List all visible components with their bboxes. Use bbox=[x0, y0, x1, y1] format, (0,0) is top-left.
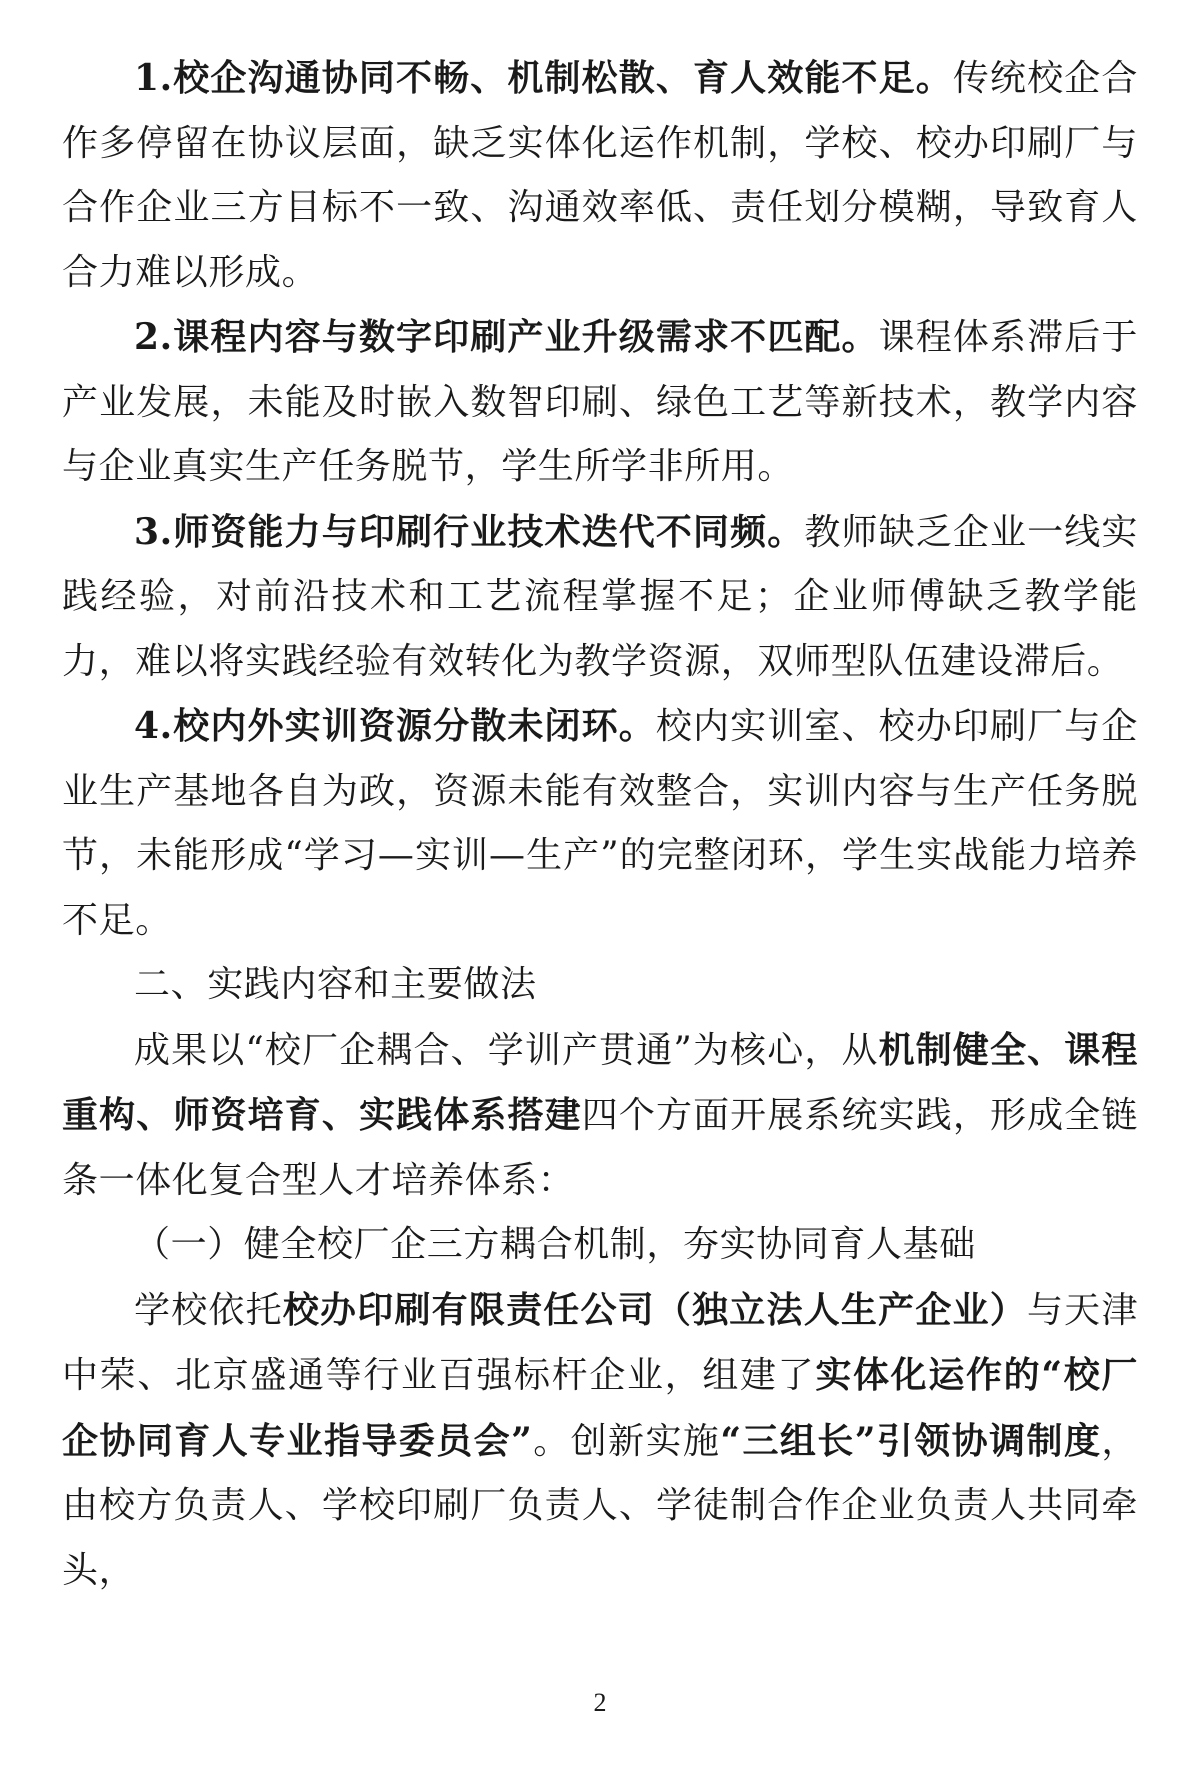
section-heading: 二、实践内容和主要做法 bbox=[134, 964, 537, 1005]
intro-text-1: 成果以“校厂企耦合、学训产贯通”为核心，从 bbox=[134, 1029, 879, 1071]
issue-3-text: 教师缺乏企业一线实践经验，对前沿技术和工艺流程掌握不足；企业师傅缺乏教学能力，难以将实践经验有效转化为教学资源，双师型队伍建设滞后。 bbox=[62, 511, 1138, 682]
issue-2-text: 课程体系滞后于产业发展，未能及时嵌入数智印刷、绿色工艺等新技术，教学内容与企业真实生产任务脱节，学生所学非所用。 bbox=[62, 317, 1138, 487]
paragraph-issue-1 bbox=[62, 46, 1138, 305]
paragraph-mechanism bbox=[62, 1278, 1138, 1604]
paragraph-issue-4 bbox=[62, 694, 1138, 953]
paragraph-issue-3 bbox=[62, 500, 1138, 695]
paragraph-intro bbox=[62, 1018, 1138, 1214]
page-number: 2 bbox=[593, 1688, 607, 1717]
issue-4-text: 校内实训室、校办印刷厂与企业生产基地各自为政，资源未能有效整合，实训内容与生产任务脱节，未能形成“学习—实训—生产”的完整闭环，学生实战能力培养不足。 bbox=[62, 706, 1138, 941]
issue-4-title: 4.校内外实训资源分散未闭环。 bbox=[134, 705, 656, 747]
issue-2-title: 2.课程内容与数字印刷产业升级需求不匹配。 bbox=[134, 316, 879, 358]
mechanism-text-1: 学校依托 bbox=[134, 1289, 283, 1331]
mechanism-bold-3: “三组长”引领协调制度 bbox=[720, 1419, 1102, 1462]
document-page bbox=[62, 46, 1138, 1603]
issue-3-title: 3.师资能力与印刷行业技术迭代不同频。 bbox=[134, 510, 805, 553]
issue-1-text: 传统校企合作多停留在协议层面，缺乏实体化运作机制，学校、校办印刷厂与合作企业三方目标不一致、沟通效率低、责任划分模糊，导致育人合力难以形成。 bbox=[62, 58, 1138, 293]
mechanism-text-4: ，由校方负责人、学校印刷厂负责人、学徒制合作企业负责人共同牵头， bbox=[62, 1420, 1138, 1591]
intro-text-2: 四个方面开展系统实践，形成全链条一体化复合型人才培养体系： bbox=[62, 1095, 1138, 1201]
mechanism-bold-2: 实体化运作的“校厂企协同育人专业指导委员会” bbox=[62, 1354, 1138, 1462]
intro-bold-1: 机制健全、课程重构、师资培育、实践体系搭建 bbox=[62, 1028, 1138, 1136]
mechanism-bold-1: 校办印刷有限责任公司（独立法人生产企业） bbox=[282, 1288, 1027, 1331]
paragraph-issue-2 bbox=[62, 305, 1138, 500]
subsection-heading: （一）健全校厂企三方耦合机制，夯实协同育人基础 bbox=[134, 1224, 976, 1265]
issue-1-title: 1.校企沟通协同不畅、机制松散、育人效能不足。 bbox=[134, 57, 953, 99]
mechanism-text-2: 与天津中荣、北京盛通等行业百强标杆企业，组建了 bbox=[62, 1289, 1138, 1396]
mechanism-text-3: 。创新实施 bbox=[532, 1420, 721, 1462]
